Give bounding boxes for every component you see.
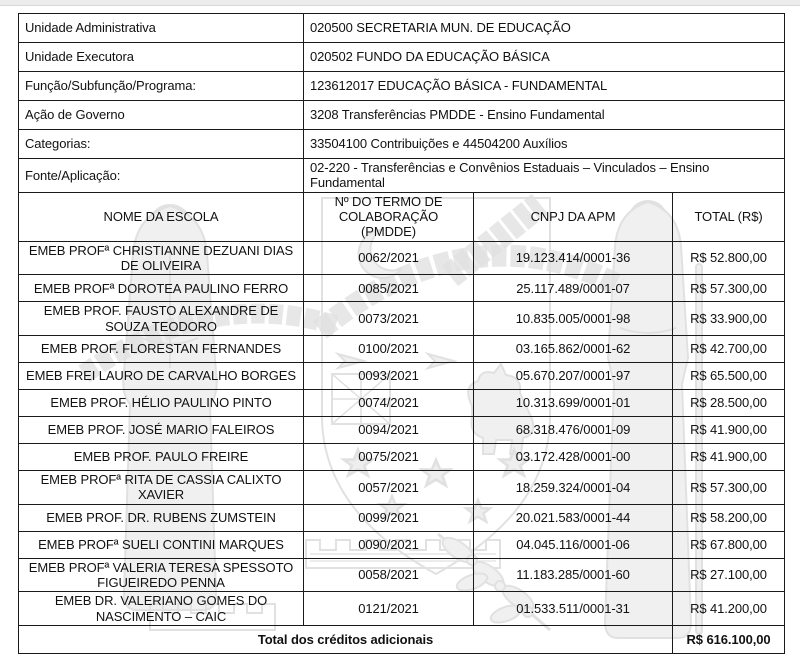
termo-cell: 0100/2021: [304, 335, 474, 362]
cnpj-cell: 03.165.862/0001-62: [474, 335, 673, 362]
table-row: [19, 558, 785, 592]
info-value: 33504100 Contribuições e 44504200 Auxílios: [304, 130, 785, 159]
table-row: [19, 362, 785, 389]
total-cell: R$ 58.200,00: [673, 504, 785, 531]
table-row: [19, 416, 785, 443]
total-cell: R$ 41.200,00: [673, 592, 785, 626]
cnpj-cell: 10.313.699/0001-01: [474, 389, 673, 416]
total-cell: R$ 65.500,00: [673, 362, 785, 389]
termo-cell: 0058/2021: [304, 558, 474, 592]
total-cell: R$ 33.900,00: [673, 302, 785, 336]
school-name-cell: EMEB PROFª DOROTEA PAULINO FERRO: [19, 275, 304, 302]
cnpj-cell: 19.123.414/0001-36: [474, 241, 673, 275]
cnpj-cell: 25.117.489/0001-07: [474, 275, 673, 302]
info-label: Ação de Governo: [19, 101, 304, 130]
info-label: Fonte/Aplicação:: [19, 159, 304, 193]
column-header-total: TOTAL (R$): [673, 192, 785, 241]
table-row: [19, 302, 785, 336]
table-header-row: [19, 192, 785, 241]
budget-table: [18, 13, 785, 654]
total-cell: R$ 41.900,00: [673, 416, 785, 443]
table-row: [19, 504, 785, 531]
school-name-cell: EMEB PROFª SUELI CONTINI MARQUES: [19, 531, 304, 558]
school-name-cell: EMEB PROF. FAUSTO ALEXANDRE DE SOUZA TEODORO: [19, 302, 304, 336]
termo-cell: 0074/2021: [304, 389, 474, 416]
table-footer-row: [19, 625, 785, 653]
column-header-cnpj: CNPJ DA APM: [474, 192, 673, 241]
info-section: [19, 14, 785, 193]
cnpj-cell: 18.259.324/0001-04: [474, 470, 673, 504]
info-value: 02-220 - Transferências e Convênios Estaduais – Vinculados – Ensino Fundamental: [304, 159, 785, 193]
termo-cell: 0085/2021: [304, 275, 474, 302]
info-value: 020500 SECRETARIA MUN. DE EDUCAÇÃO: [304, 14, 785, 43]
cnpj-cell: 68.318.476/0001-09: [474, 416, 673, 443]
termo-cell: 0062/2021: [304, 241, 474, 275]
cnpj-cell: 05.670.207/0001-97: [474, 362, 673, 389]
termo-cell: 0094/2021: [304, 416, 474, 443]
info-row: [19, 43, 785, 72]
total-cell: R$ 42.700,00: [673, 335, 785, 362]
total-cell: R$ 67.800,00: [673, 531, 785, 558]
total-cell: R$ 57.300,00: [673, 470, 785, 504]
termo-cell: 0075/2021: [304, 443, 474, 470]
column-header-termo: Nº DO TERMO DE COLABORAÇÃO (PMDDE): [304, 192, 474, 241]
footer-total-value: R$ 616.100,00: [673, 625, 785, 653]
cnpj-cell: 01.533.511/0001-31: [474, 592, 673, 626]
info-label: Unidade Administrativa: [19, 14, 304, 43]
cnpj-cell: 04.045.116/0001-06: [474, 531, 673, 558]
info-row: [19, 72, 785, 101]
school-name-cell: EMEB DR. VALERIANO GOMES DO NASCIMENTO – CAIC: [19, 592, 304, 626]
info-value: 123612017 EDUCAÇÃO BÁSICA - FUNDAMENTAL: [304, 72, 785, 101]
cnpj-cell: 10.835.005/0001-98: [474, 302, 673, 336]
school-name-cell: EMEB PROF. HÉLIO PAULINO PINTO: [19, 389, 304, 416]
footer-total-label: Total dos créditos adicionais: [19, 625, 673, 653]
info-label: Unidade Executora: [19, 43, 304, 72]
school-name-cell: EMEB PROFª CHRISTIANNE DEZUANI DIAS DE OLIVEIRA: [19, 241, 304, 275]
column-header-school: NOME DA ESCOLA: [19, 192, 304, 241]
rows-section: [19, 241, 785, 625]
total-cell: R$ 57.300,00: [673, 275, 785, 302]
table-row: [19, 592, 785, 626]
termo-cell: 0093/2021: [304, 362, 474, 389]
total-cell: R$ 52.800,00: [673, 241, 785, 275]
header-section: [19, 192, 785, 241]
school-name-cell: EMEB FREI LAURO DE CARVALHO BORGES: [19, 362, 304, 389]
cnpj-cell: 20.021.583/0001-44: [474, 504, 673, 531]
cnpj-cell: 03.172.428/0001-00: [474, 443, 673, 470]
info-row: [19, 159, 785, 193]
school-name-cell: EMEB PROF. FLORESTAN FERNANDES: [19, 335, 304, 362]
school-name-cell: EMEB PROF. JOSÉ MARIO FALEIROS: [19, 416, 304, 443]
window-top-edge: [0, 0, 800, 6]
total-cell: R$ 28.500,00: [673, 389, 785, 416]
info-row: [19, 130, 785, 159]
termo-cell: 0099/2021: [304, 504, 474, 531]
cnpj-cell: 11.183.285/0001-60: [474, 558, 673, 592]
school-name-cell: EMEB PROFª VALERIA TERESA SPESSOTO FIGUEIREDO PENNA: [19, 558, 304, 592]
table-row: [19, 531, 785, 558]
info-value: 020502 FUNDO DA EDUCAÇÃO BÁSICA: [304, 43, 785, 72]
info-row: [19, 101, 785, 130]
school-name-cell: EMEB PROF. PAULO FREIRE: [19, 443, 304, 470]
info-label: Função/Subfunção/Programa:: [19, 72, 304, 101]
info-value: 3208 Transferências PMDDE - Ensino Fundamental: [304, 101, 785, 130]
total-cell: R$ 41.900,00: [673, 443, 785, 470]
footer-section: [19, 625, 785, 653]
table-row: [19, 389, 785, 416]
termo-cell: 0057/2021: [304, 470, 474, 504]
table-row: [19, 470, 785, 504]
termo-cell: 0090/2021: [304, 531, 474, 558]
total-cell: R$ 27.100,00: [673, 558, 785, 592]
info-row: [19, 14, 785, 43]
school-name-cell: EMEB PROFª RITA DE CASSIA CALIXTO XAVIER: [19, 470, 304, 504]
info-label: Categorias:: [19, 130, 304, 159]
termo-cell: 0073/2021: [304, 302, 474, 336]
termo-cell: 0121/2021: [304, 592, 474, 626]
table-row: [19, 241, 785, 275]
table-row: [19, 335, 785, 362]
school-name-cell: EMEB PROF. DR. RUBENS ZUMSTEIN: [19, 504, 304, 531]
table-row: [19, 275, 785, 302]
table-row: [19, 443, 785, 470]
